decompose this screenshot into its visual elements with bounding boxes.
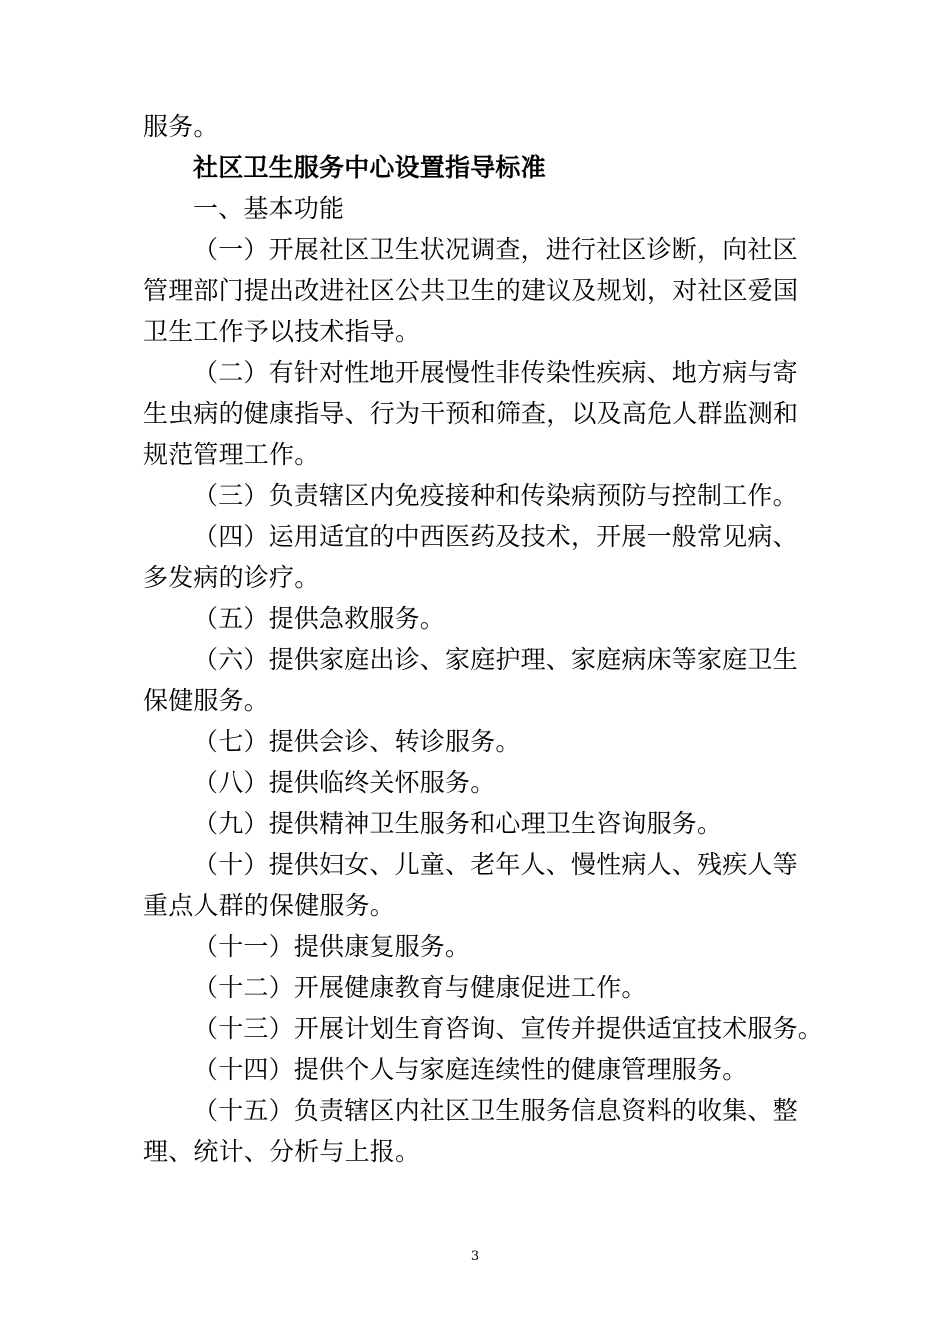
page-number: 3 [470, 1249, 480, 1264]
text-line: 理、统计、分析与上报。 [143, 1137, 421, 1166]
text-line: （十五）负责辖区内社区卫生服务信息资料的收集、整 [193, 1096, 798, 1125]
text-line: 卫生工作予以技术指导。 [143, 317, 421, 346]
text-line: （四）运用适宜的中西医药及技术，开展一般常见病、 [193, 522, 798, 551]
text-line: （九）提供精神卫生服务和心理卫生咨询服务。 [193, 809, 723, 838]
text-line: 多发病的诊疗。 [143, 563, 320, 592]
text-line: （八）提供临终关怀服务。 [193, 768, 496, 797]
text-line: （二）有针对性地开展慢性非传染性疾病、地方病与寄 [193, 358, 798, 387]
document-body [143, 106, 824, 1172]
text-line: （七）提供会诊、转诊服务。 [193, 727, 521, 756]
section-heading: 社区卫生服务中心设置指导标准 [193, 153, 546, 182]
text-line: （十）提供妇女、儿童、老年人、慢性病人、残疾人等 [193, 850, 798, 879]
text-line: 保健服务。 [143, 686, 270, 715]
text-line: （十三）开展计划生育咨询、宣传并提供适宜技术服务。 [193, 1014, 824, 1043]
text-line: （十四）提供个人与家庭连续性的健康管理服务。 [193, 1055, 748, 1084]
text-line: （一）开展社区卫生状况调查，进行社区诊断，向社区 [193, 235, 798, 264]
text-line: （三）负责辖区内免疫接种和传染病预防与控制工作。 [193, 481, 798, 510]
text-line: 规范管理工作。 [143, 440, 320, 469]
text-line: 重点人群的保健服务。 [143, 891, 396, 920]
text-line: （十一）提供康复服务。 [193, 932, 471, 961]
text-line: （十二）开展健康教育与健康促进工作。 [193, 973, 647, 1002]
text-line: 生虫病的健康指导、行为干预和筛查，以及高危人群监测和 [143, 399, 799, 428]
text-line: （六）提供家庭出诊、家庭护理、家庭病床等家庭卫生 [193, 645, 798, 674]
text-line: 服务。 [143, 112, 219, 141]
text-line: 一、基本功能 [193, 194, 345, 223]
text-line: （五）提供急救服务。 [193, 604, 446, 633]
text-line: 管理部门提出改进社区公共卫生的建议及规划，对社区爱国 [143, 276, 799, 305]
